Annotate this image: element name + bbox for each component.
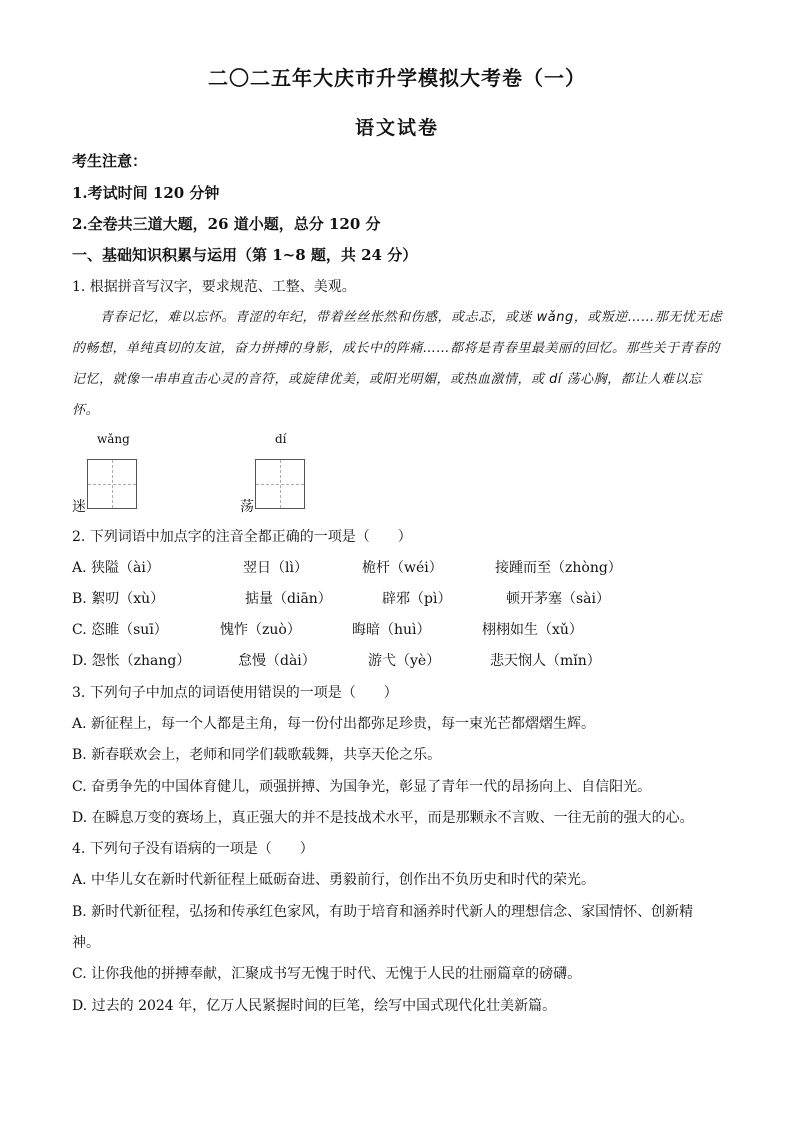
q2-option-c-1: C. 恣睢（suī） bbox=[72, 622, 168, 638]
box-label-dang: 荡 bbox=[240, 499, 254, 515]
q3-option-d: D. 在瞬息万变的赛场上，真正强大的并不是技战术水平，而是那颗永不言败、一往无前的强大的心。 bbox=[72, 810, 694, 826]
box-guide-vertical bbox=[280, 460, 281, 508]
q4-option-b-line1: B. 新时代新征程，弘扬和传承红色家风，有助于培育和涵养时代新人的理想信念、家国情怀、创新精 bbox=[72, 904, 694, 920]
q3-option-c: C. 奋勇争先的中国体育健儿，顽强拼搏、为国争光，彰显了青年一代的昂扬向上、自信阳光。 bbox=[72, 779, 652, 795]
q3-option-a: A. 新征程上，每一个人都是主角，每一份付出都弥足珍贵，每一束光芒都熠熠生辉。 bbox=[72, 716, 596, 732]
question-4-stem: 4. 下列句子没有语病的一项是（ ） bbox=[72, 841, 314, 857]
q2-option-a-2: 翌日（lì） bbox=[243, 560, 308, 576]
notice-item-total: 2.全卷共三道大题，26 道小题，总分 120 分 bbox=[72, 215, 381, 233]
q4-option-c: C. 让你我他的拼搏奉献，汇聚成书写无愧于时代、无愧于人民的壮丽篇章的磅礴。 bbox=[72, 966, 582, 982]
pinyin-wang: wǎng bbox=[97, 432, 130, 446]
q2-option-d-4: 悲天悯人（mǐn） bbox=[490, 653, 601, 669]
q2-option-d-1: D. 怨怅（zhang） bbox=[72, 653, 191, 669]
writing-box-1[interactable] bbox=[87, 459, 137, 509]
notice-heading: 考生注意： bbox=[72, 152, 148, 170]
q2-option-b-2: 掂量（diān） bbox=[245, 591, 332, 607]
q2-option-c-3: 晦暗（huì） bbox=[352, 622, 431, 638]
q2-option-a-4: 接踵而至（zhòng） bbox=[495, 560, 622, 576]
page-title: 二〇二五年大庆市升学模拟大考卷（一） bbox=[208, 66, 586, 90]
question-1-stem: 1. 根据拼音写汉字，要求规范、工整、美观。 bbox=[72, 279, 356, 295]
box-guide-vertical bbox=[112, 460, 113, 508]
q3-option-b: B. 新春联欢会上，老师和同学们载歌载舞，共享天伦之乐。 bbox=[72, 747, 442, 763]
question-1-passage: 青春记忆，难以忘怀。青涩的年纪，带着丝丝怅然和伤感，或忐忑，或迷 wǎng，或叛逆……那无忧无虑的畅想，单纯真切的友谊，奋力拼搏的身影，成长中的阵痛……都将是青春里最美丽的回忆。那些关于青春的记忆，就像一串串直击心灵的音符，或旋律优美，或阳光明媚，或热血激情，或 dí 荡心胸，都让人难以忘怀。 bbox=[72, 310, 723, 418]
q2-option-b-4: 顿开茅塞（sài） bbox=[506, 591, 611, 607]
notice-item-time: 1.考试时间 120 分钟 bbox=[72, 184, 220, 202]
q2-option-d-3: 游弋（yè） bbox=[368, 653, 441, 669]
box-label-mi: 迷 bbox=[72, 499, 86, 515]
q2-option-c-4: 栩栩如生（xǔ） bbox=[482, 622, 583, 638]
q4-option-d: D. 过去的 2024 年，亿万人民紧握时间的巨笔，绘写中国式现代化壮美新篇。 bbox=[72, 998, 557, 1014]
pinyin-di: dí bbox=[275, 432, 287, 446]
writing-box-2[interactable] bbox=[255, 459, 305, 509]
q2-option-a-3: 桅杆（wéi） bbox=[362, 560, 443, 576]
question-3-stem: 3. 下列句子中加点的词语使用错误的一项是（ ） bbox=[72, 685, 398, 701]
q2-option-b-1: B. 絮叨（xù） bbox=[72, 591, 165, 607]
q2-option-c-2: 愧怍（zuò） bbox=[220, 622, 301, 638]
question-2-stem: 2. 下列词语中加点字的注音全都正确的一项是（ ） bbox=[72, 529, 412, 545]
q4-option-b-line2: 神。 bbox=[72, 935, 100, 951]
section-heading: 一、基础知识积累与运用（第 1~8 题，共 24 分） bbox=[72, 246, 418, 264]
page-subtitle: 语文试卷 bbox=[354, 117, 439, 139]
q4-option-a: A. 中华儿女在新时代新征程上砥砺奋进、勇毅前行，创作出不负历史和时代的荣光。 bbox=[72, 872, 596, 888]
q2-option-d-2: 怠慢（dài） bbox=[238, 653, 316, 669]
q2-option-a-1: A. 狭隘（ài） bbox=[72, 560, 160, 576]
q2-option-b-3: 辟邪（pì） bbox=[382, 591, 452, 607]
